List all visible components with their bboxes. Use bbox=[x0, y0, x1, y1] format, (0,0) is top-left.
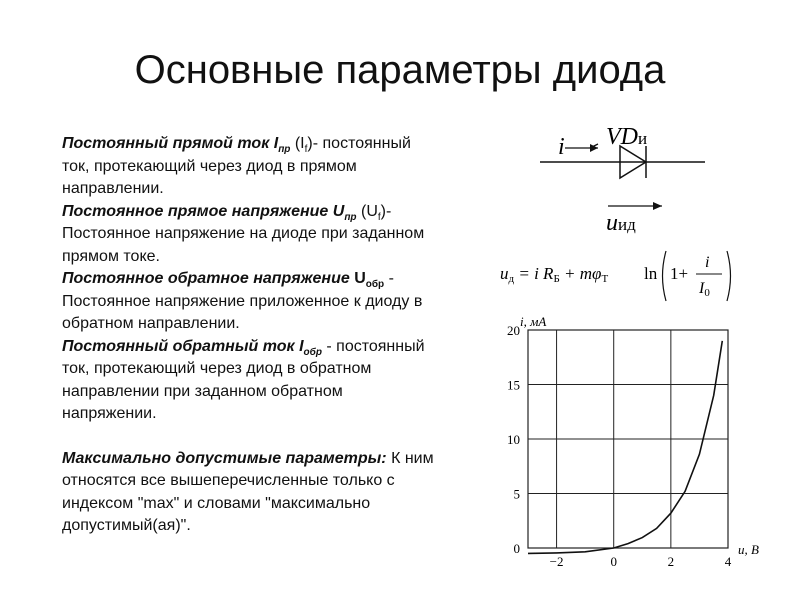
max-parameters-paragraph bbox=[62, 448, 437, 538]
max-parameters-heading: Максимально допустимые параметры: bbox=[62, 449, 387, 467]
iv-characteristic-chart bbox=[488, 312, 788, 572]
svg-text:i: i bbox=[705, 254, 710, 271]
forward-voltage-paragraph: Постоянное прямое напряжение $U_{пр}$ $(U_f)-$ Постоянное напряжение на диоде при заданном прямом токе. bbox=[62, 202, 425, 265]
forward-current-description: постоянный ток, протекающий через диод в прямом направлении. bbox=[62, 135, 411, 197]
svg-text:I0: I0 bbox=[699, 280, 710, 299]
y-tick-label: 10 bbox=[507, 432, 520, 447]
svg-text:uд = i RБ + mφT: uд = i RБ + mφT bbox=[500, 264, 609, 285]
reverse-current-paragraph bbox=[62, 336, 437, 426]
reverse-voltage-paragraph: Постоянное обратное напряжение $U_{обр}$ - Постоянное напряжение приложенное к диоду в обратном направлении. bbox=[62, 270, 423, 332]
slide-title: Основные параметры диода bbox=[134, 48, 666, 92]
reverse-voltage-heading: Постоянное обратное напряжение bbox=[62, 270, 350, 287]
x-tick-label: 4 bbox=[724, 554, 732, 569]
forward-current-heading: Постоянный прямой ток $I_{пр}$ bbox=[62, 135, 291, 156]
diode-equation bbox=[498, 245, 738, 307]
svg-text:ln: ln bbox=[644, 264, 658, 283]
x-tick-label: 0 bbox=[610, 554, 617, 569]
forward-voltage-heading: Постоянное прямое напряжение $U_{пр}$ bbox=[62, 202, 357, 223]
y-tick-label: 0 bbox=[513, 541, 520, 556]
iv-curve bbox=[528, 341, 722, 554]
max-parameters-description: К ним относятся все вышеперечисленные только с индексом "max" и словами "максимально допустимый(ая)". bbox=[62, 449, 434, 534]
forward-current-paragraph: Постоянный прямой ток $I_{пр}$ $(I_f)-$ постоянный ток, протекающий через диод в прямом направлении. bbox=[62, 135, 411, 197]
device-label: VDи bbox=[606, 124, 648, 150]
chart-grid bbox=[528, 330, 728, 548]
x-axis-label: u, В bbox=[738, 542, 759, 557]
forward-voltage-description: )- Постоянное напряжение на диоде при заданном прямом токе. bbox=[62, 202, 425, 265]
y-tick-label: 15 bbox=[507, 377, 520, 393]
reverse-current-heading: Постоянный обратный ток $I_{обр}$ bbox=[62, 337, 322, 358]
y-tick-label: 20 bbox=[507, 323, 520, 338]
y-tick-label: 5 bbox=[513, 486, 520, 502]
parameters-text bbox=[62, 133, 437, 538]
reverse-current-description: - постоянный ток, протекающий через диод в обратном направлении при заданном обратном напряжении. bbox=[62, 337, 425, 422]
x-tick-label: −2 bbox=[549, 554, 564, 569]
current-label: i bbox=[558, 134, 565, 160]
svg-text:1+: 1+ bbox=[670, 264, 689, 283]
voltage-label: uид bbox=[606, 210, 636, 236]
diode-schematic bbox=[540, 118, 710, 238]
chart-ticks bbox=[507, 323, 732, 569]
reverse-voltage-description: - Постоянное напряжение приложенное к диоду в обратном направлении. bbox=[62, 270, 423, 332]
x-tick-label: 2 bbox=[667, 554, 675, 569]
y-axis-label: i, мА bbox=[520, 314, 547, 329]
